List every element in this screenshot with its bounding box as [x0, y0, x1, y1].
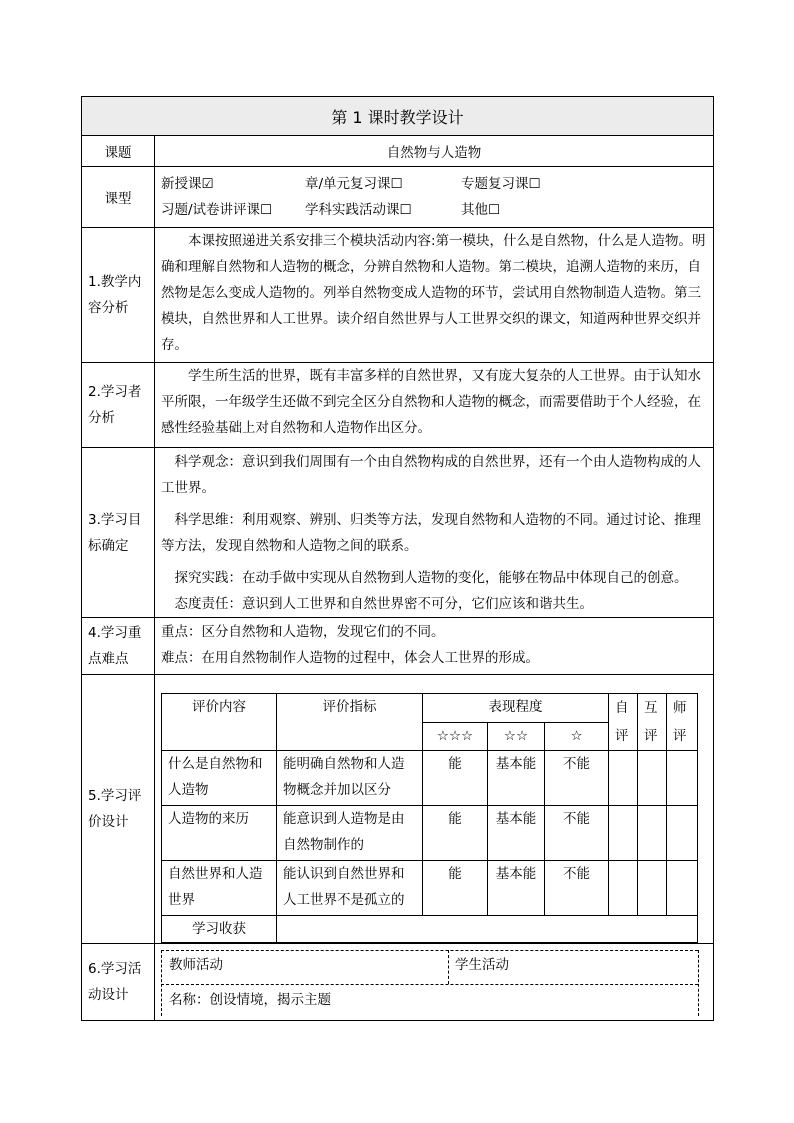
eval-teacher-3[interactable]: [667, 861, 698, 916]
key-points-label: [82, 618, 155, 675]
key-points-cell: [155, 618, 714, 675]
activities-label-text: 6.学习活动设计: [88, 961, 142, 1003]
objective-thinking: 科学思维：利用观察、辨别、归类等方法，发现自然物和人造物的不同。通过讨论、推理等方法，发现自然物和人造物之间的联系。: [161, 512, 701, 554]
stars-three: ☆☆☆: [423, 723, 488, 751]
eval-harvest-row: [162, 916, 698, 943]
option-new-lesson: 新授课☑: [161, 176, 214, 192]
eval-harvest-value[interactable]: [277, 916, 698, 943]
option-exercise-review: 习题/试卷讲评课☐: [161, 202, 273, 218]
topic-row: [82, 136, 714, 167]
objectives-label: [82, 448, 155, 618]
eval-content-1: 什么是自然物和人造物: [162, 751, 277, 806]
eval-header-performance: 表现程度: [423, 694, 609, 723]
teacher-activity-header: 教师活动: [169, 957, 223, 973]
objectives-label-text: 3.学习目标确定: [88, 511, 142, 554]
eval-header-teacher: 师评: [667, 694, 698, 751]
objective-concept: 科学观念：意识到我们周围有一个由自然物构成的自然世界，还有一个由人造物构成的人工世界。: [161, 454, 701, 496]
eval-self-3[interactable]: [609, 861, 638, 916]
eval-header-peer: 互评: [638, 694, 667, 751]
key-points-label-text: 4.学习重点难点: [88, 625, 142, 667]
evaluation-label-text: 5.学习评价设计: [88, 788, 142, 830]
eval-content-2: 人造物的来历: [162, 806, 277, 861]
difficulty-point: 难点：在用自然物制作人造物的过程中，体会人工世界的形成。: [161, 650, 539, 666]
evaluation-label: [82, 675, 155, 944]
eval-row-2: [162, 806, 698, 861]
activities-label: [82, 944, 155, 1021]
content-analysis-label: [82, 228, 155, 363]
objectives-cell: [155, 448, 714, 618]
title-row: [82, 97, 714, 136]
objective-attitude: 态度责任：意识到人工世界和自然世界密不可分，它们应该和谐共生。: [174, 596, 593, 612]
evaluation-cell: [155, 675, 714, 944]
content-analysis-label-text: 1.教学内容分析: [88, 274, 142, 316]
key-points-row: [82, 618, 714, 675]
eval-level-1-b: 基本能: [488, 751, 545, 806]
eval-indicator-3: 能认识到自然世界和人工世界不是孤立的: [277, 861, 423, 916]
evaluation-table: [161, 693, 698, 943]
eval-header-indicator: 评价指标: [277, 694, 423, 751]
learner-analysis-text: 学生所生活的世界，既有丰富多样的自然世界，又有庞大复杂的人工世界。由于认知水平所限，一年级学生还做不到完全区分自然物和人造物的概念，而需要借助于个人经验，在感性经验基础上对自然物和人造物作出区分。: [161, 368, 701, 436]
objectives-row: [82, 448, 714, 618]
page-title: 第 1 课时教学设计: [82, 97, 714, 136]
lesson-plan: [81, 96, 713, 1021]
learner-analysis-row: [82, 363, 714, 448]
eval-level-3-a: 能: [423, 861, 488, 916]
key-point: 重点：区分自然物和人造物，发现它们的不同。: [161, 624, 445, 640]
content-analysis-row: [82, 228, 714, 363]
eval-self-2[interactable]: [609, 806, 638, 861]
content-analysis-text: 本课按照递进关系安排三个模块活动内容:第一模块，什么是自然物，什么是人造物。明确和理解自然物和人造物的概念，分辨自然物和人造物。第二模块，追溯人造物的来历，自然物是怎么变成人造物的。列举自然物变成人造物的环节，尝试用自然物制造人造物。第三模块，自然世界和人工世界。读介绍自然世界与人工世界交织的课文，知道两种世界交织并存。: [161, 233, 706, 353]
eval-header-self: 自评: [609, 694, 638, 751]
learner-analysis-label: [82, 363, 155, 448]
eval-harvest-label: 学习收获: [162, 916, 277, 943]
topic-value: 自然物与人造物: [155, 136, 714, 167]
lesson-type-row: [82, 167, 714, 228]
eval-level-2-b: 基本能: [488, 806, 545, 861]
stars-one: ☆: [545, 723, 609, 751]
eval-level-1-c: 不能: [545, 751, 609, 806]
eval-peer-3[interactable]: [638, 861, 667, 916]
learner-analysis-label-text: 2.学习者分析: [88, 384, 142, 426]
eval-level-3-c: 不能: [545, 861, 609, 916]
topic-label: 课题: [82, 136, 155, 167]
eval-level-1-a: 能: [423, 751, 488, 806]
learner-analysis-cell: [155, 363, 714, 448]
lesson-type-options: [155, 167, 714, 228]
activities-row: [82, 944, 714, 1021]
evaluation-row: [82, 675, 714, 944]
eval-teacher-1[interactable]: [667, 751, 698, 806]
option-other: 其他☐: [461, 202, 501, 218]
eval-teacher-2[interactable]: [667, 806, 698, 861]
activities-inner-table: [161, 950, 707, 1016]
lesson-type-label: 课型: [82, 167, 155, 228]
eval-indicator-2: 能意识到人造物是由自然物制作的: [277, 806, 423, 861]
option-unit-review: 章/单元复习课☐: [305, 176, 403, 192]
lesson-plan-table: [81, 96, 714, 1021]
activities-cell: [155, 944, 714, 1021]
eval-indicator-1: 能明确自然物和人造物概念并加以区分: [277, 751, 423, 806]
eval-level-3-b: 基本能: [488, 861, 545, 916]
eval-row-1: [162, 751, 698, 806]
eval-level-2-c: 不能: [545, 806, 609, 861]
eval-content-3: 自然世界和人造世界: [162, 861, 277, 916]
eval-peer-1[interactable]: [638, 751, 667, 806]
eval-self-1[interactable]: [609, 751, 638, 806]
student-activity-header: 学生活动: [455, 957, 509, 973]
eval-row-3: [162, 861, 698, 916]
eval-peer-2[interactable]: [638, 806, 667, 861]
objective-practice: 探究实践：在动手做中实现从自然物到人造物的变化，能够在物品中体现自己的创意。: [174, 570, 688, 586]
option-topic-review: 专题复习课☐: [461, 176, 541, 192]
option-practice-activity: 学科实践活动课☐: [305, 202, 412, 218]
stars-two: ☆☆: [488, 723, 545, 751]
eval-header-content: 评价内容: [162, 694, 277, 751]
eval-header-row: [162, 694, 698, 723]
eval-level-2-a: 能: [423, 806, 488, 861]
activity-name: 名称：创设情境，揭示主题: [169, 992, 331, 1008]
content-analysis-cell: [155, 228, 714, 363]
